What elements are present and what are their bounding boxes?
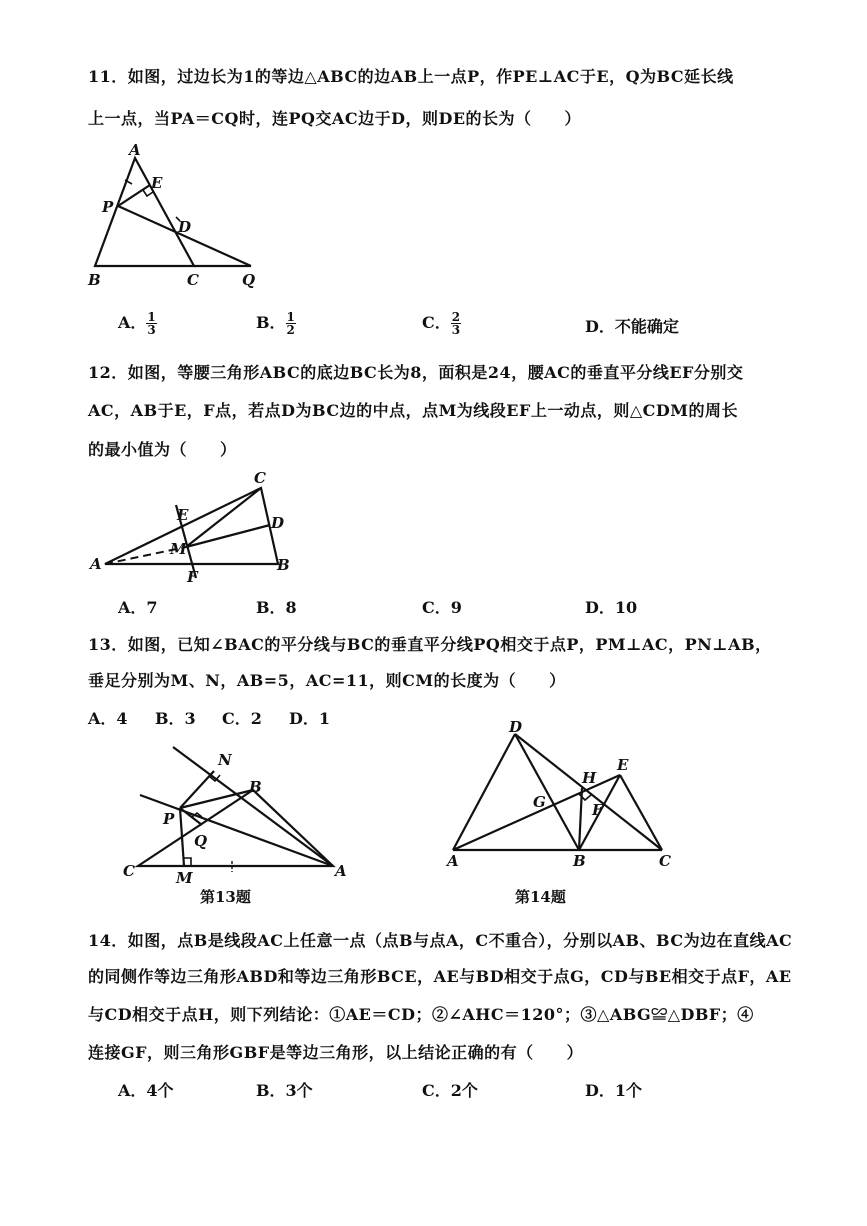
q11-option-b[interactable] [256, 310, 296, 336]
q12-text-line2: AC，AB于E，F点，若点D为BC边的中点，点M为线段EF上一动点，则△CDM的周长 [88, 401, 738, 420]
q14-label-g: G [533, 793, 546, 811]
q14-option-c[interactable]: C．2个 [422, 1081, 478, 1100]
q14-figure [445, 720, 685, 870]
q13-label-c: C [123, 862, 135, 880]
q14-label-f: F [592, 801, 603, 819]
q11-label-p: P [102, 198, 114, 216]
q11-option-a-prefix: A． [118, 313, 147, 332]
q14-line-ec [620, 775, 662, 850]
q12-triangle-abc [105, 488, 278, 564]
q13-label-m: M [176, 869, 193, 887]
q12-figure [88, 465, 308, 585]
q11-text-line2: 上一点，当PA＝CQ时，连PQ交AC边于D，则DE的长为（ ） [88, 109, 582, 128]
q14-text-line3: 与CD相交于点H，则下列结论：①AE＝CD；②∠AHC＝120°；③△ABG≌△DBF；④ [88, 1005, 754, 1024]
q13-label-b: B [249, 778, 262, 796]
q12-text-line1: 12．如图，等腰三角形ABC的底边BC长为8，面积是24，腰AC的垂直平分线EF分别交 [88, 363, 744, 382]
q13-label-n: N [218, 751, 232, 769]
q13-option-c[interactable]: C．2 [222, 709, 262, 728]
q12-label-e: E [177, 506, 189, 524]
q12-label-a: A [90, 555, 102, 573]
q11-option-b-fraction [286, 311, 296, 336]
q13-text-line2: 垂足分别为M、N，AB=5，AC=11，则CM的长度为（ ） [88, 671, 566, 690]
q11-option-b-numerator: 1 [286, 310, 295, 324]
q11-label-c: C [187, 271, 199, 289]
q12-option-a[interactable]: A．7 [118, 598, 158, 617]
q12-text-line3: 的最小值为（ ） [88, 440, 237, 459]
q14-text-line2: 的同侧作等边三角形ABD和等边三角形BCE，AE与BD相交于点G，CD与BE相交于点F，AE [88, 967, 792, 986]
q12-label-d: D [271, 514, 285, 532]
q11-option-a-fraction [146, 311, 156, 336]
q13-label-a: A [335, 862, 347, 880]
q14-line-ad [453, 734, 515, 850]
q12-option-d[interactable]: D．10 [585, 598, 638, 617]
q11-option-c-denominator: 3 [451, 323, 461, 337]
q13-text-line1: 13．如图，已知∠BAC的平分线与BC的垂直平分线PQ相交于点P，PM⊥AC，PN⊥AB， [88, 635, 772, 654]
q14-text-line4: 连接GF，则三角形GBF是等边三角形，以上结论正确的有（ ） [88, 1043, 584, 1062]
q13-label-p: P [163, 810, 175, 828]
q11-option-c-numerator: 2 [451, 310, 461, 324]
q12-label-c: C [254, 469, 266, 487]
q13-label-q: Q [194, 832, 208, 850]
q12-label-m: M [170, 540, 187, 558]
q11-figure [80, 140, 280, 290]
q11-label-a: A [129, 141, 141, 159]
q13-right-angle-m [184, 858, 191, 866]
q11-option-c[interactable] [422, 310, 461, 336]
q12-option-b[interactable]: B．8 [256, 598, 297, 617]
q12-option-c[interactable]: C．9 [422, 598, 462, 617]
q11-option-d[interactable]: D．不能确定 [585, 317, 679, 336]
q13-option-d[interactable]: D．1 [289, 709, 331, 728]
q11-label-q: Q [242, 271, 256, 289]
q11-option-b-prefix: B． [256, 313, 286, 332]
q14-label-d: D [509, 718, 523, 736]
q14-line-db [515, 734, 579, 850]
q11-label-b: B [88, 271, 101, 289]
q14-figure-caption: 第14题 [515, 888, 566, 906]
q14-label-e: E [617, 756, 629, 774]
q14-label-h: H [582, 769, 597, 787]
q13-figure-caption: 第13题 [200, 888, 251, 906]
q14-option-a[interactable]: A．4个 [118, 1081, 174, 1100]
q13-option-a[interactable]: A．4 [88, 709, 128, 728]
q14-option-d[interactable]: D．1个 [585, 1081, 643, 1100]
q11-label-d: D [178, 218, 192, 236]
q14-label-b: B [573, 852, 586, 870]
q11-option-a[interactable] [118, 310, 157, 336]
q13-figure [118, 745, 358, 885]
q14-label-c: C [659, 852, 671, 870]
q14-label-a: A [447, 852, 459, 870]
q11-option-c-fraction [451, 311, 461, 336]
q11-option-a-denominator: 3 [147, 323, 156, 337]
q11-option-a-numerator: 1 [147, 310, 156, 324]
q14-option-b[interactable]: B．3个 [256, 1081, 313, 1100]
q13-line-ap-bisector [140, 795, 333, 866]
q11-option-b-denominator: 2 [286, 323, 295, 337]
q11-text-line1: 11．如图，过边长为1的等边△ABC的边AB上一点P，作PE⊥AC于E，Q为BC延长线 [88, 67, 734, 86]
q11-option-c-prefix: C． [422, 313, 451, 332]
q11-label-e: E [151, 174, 163, 192]
q12-label-f: F [187, 568, 198, 586]
q11-line-pq [118, 206, 251, 266]
q13-option-b[interactable]: B．3 [155, 709, 196, 728]
q14-text-line1: 14．如图，点B是线段AC上任意一点（点B与点A，C不重合），分别以AB、BC为边在直线AC [88, 931, 793, 950]
q12-label-b: B [277, 556, 290, 574]
